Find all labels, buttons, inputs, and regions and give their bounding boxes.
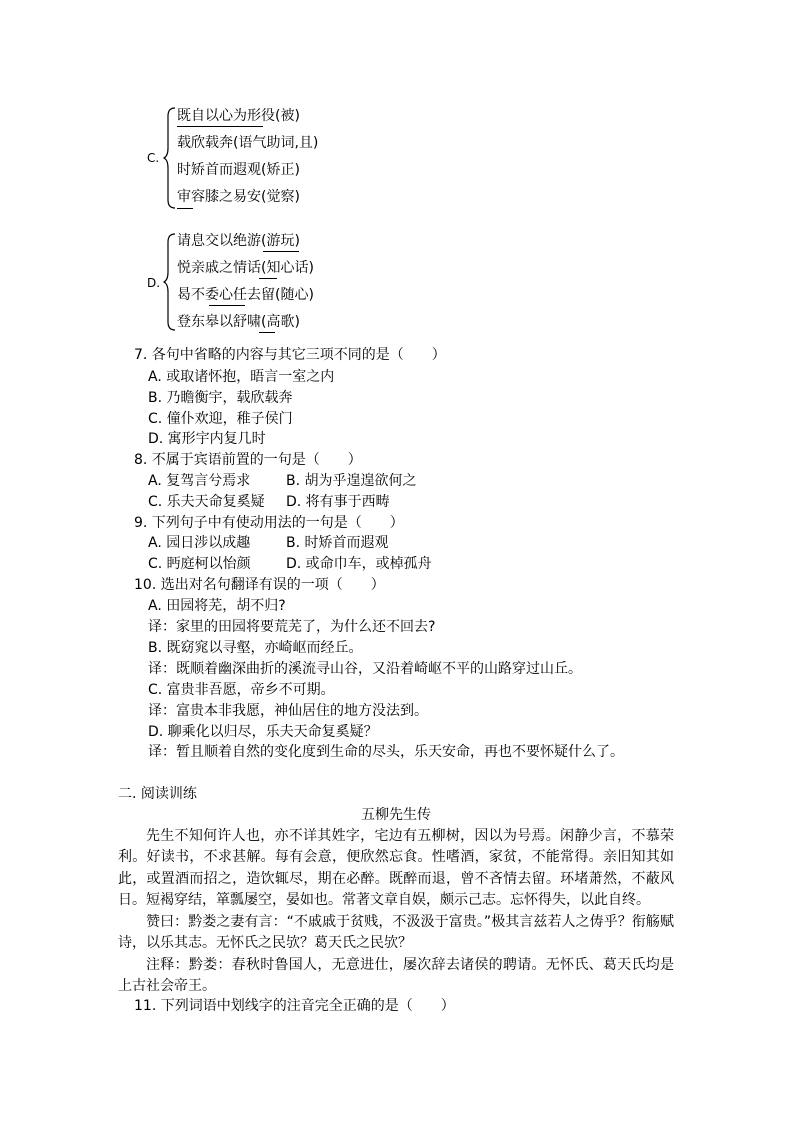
passage-paragraph-1: 先生不知何许人也，亦不详其姓字，宅边有五柳树，因以为号焉。闲静少言，不慕荣利。好读书，不求甚解。每有会意，便欣然忘食。性嗜酒，家贫，不能常得。亲旧知其如此，或置酒而招之，造饮辄尽，期在必醉。既醉而退，曾不吝情去留。环堵萧然，不蔽风日。短褐穿结，箪瓢屡空，晏如也。常著文章自娱，颇示己志。忘怀得失，以此自终。 (118, 828, 674, 909)
option-d-line-3-text: 曷不委心任去留(随心) (177, 287, 314, 303)
option-c-underline-mark (177, 126, 263, 127)
option-c-label: C. (147, 151, 160, 165)
option-c-line-3-text: 时矫首而遐观(矫正) (177, 162, 300, 178)
q10-line-8: 译：暂且顺着自然的变化度到生命的尽头，乐天安命，再也不要怀疑什么了。 (148, 744, 624, 760)
q10-line-2: 译：家里的田园将要荒芜了，为什么还不回去? (148, 619, 436, 635)
option-d-underline-mark-2 (259, 278, 277, 279)
q7-option-a: A. 或取诸怀抱，晤言一室之内 (148, 369, 335, 385)
passage-paragraph-3: 注释：黔娄：春秋时鲁国人，无意进仕，屡次辞去诸侯的聘请。无怀氏、葛天氏均是上古社会帝王。 (118, 957, 674, 995)
q7-option-c: C. 僮仆欢迎，稚子侯门 (148, 411, 293, 427)
q8-option-a: A. 复驾言兮焉求 (148, 473, 251, 489)
q8-stem: 8. 不属于宾语前置的一句是（ ） (134, 452, 362, 468)
q9-option-c: C. 眄庭柯以怡颜 (148, 556, 251, 572)
q8-option-c: C. 乐夫天命复奚疑 (148, 494, 265, 510)
q9-stem: 9. 下列句子中有使动用法的一句是（ ） (134, 515, 404, 531)
option-d-label: D. (147, 276, 161, 290)
option-d-line-2-text: 悦亲戚之情话(知心话) (177, 260, 314, 276)
passage-paragraph-2: 赞曰：黔娄之妻有言：“不戚戚于贫贱，不汲汲于富贵。”极其言兹若人之俦乎？衔觞赋诗，以乐其志。无怀氏之民欤？葛天氏之民欤？ (118, 914, 674, 952)
q11-stem: 11. 下列词语中划线字的注音完全正确的是（ ） (134, 998, 455, 1014)
q10-line-5: C. 富贵非吾愿，帝乡不可期。 (148, 682, 335, 698)
q10-line-1: A. 田园将芜，胡不归? (148, 598, 286, 614)
q7-option-b: B. 乃瞻衡宇，载欣载奔 (148, 390, 293, 406)
q9-option-a: A. 园日涉以成趣 (148, 535, 251, 551)
option-c-line-2-text: 载欣载奔(语气助词,且) (177, 135, 319, 151)
option-c-line-4 (177, 187, 300, 207)
option-c-line-1 (177, 106, 300, 126)
option-d-underline-mark-4 (259, 332, 275, 333)
option-c-line-1-text: 既自以心为形役(被) (177, 108, 300, 124)
option-d-line-4-text: 登东皋以舒啸(高歌) (177, 314, 300, 330)
option-d-line-3 (177, 285, 314, 305)
q7-option-d: D. 寓形宇内复几时 (148, 431, 266, 447)
option-c-line-4-text: 审容膝之易安(觉察) (177, 189, 300, 205)
q8-option-b: B. 胡为乎遑遑欲何之 (286, 473, 417, 489)
q10-line-4: 译：既顺着幽深曲折的溪流寻山谷，又沿着崎岖不平的山路穿过山丘。 (148, 661, 582, 677)
option-d-line-1 (177, 231, 300, 251)
section-heading: 二. 阅读训练 (118, 786, 197, 802)
option-c-line-3 (177, 160, 300, 180)
option-d-underline-mark-1 (263, 251, 299, 252)
option-d-underline-mark-3 (209, 305, 245, 306)
q9-option-d: D. 或命巾车，或棹孤舟 (286, 556, 432, 572)
q7-stem: 7. 各句中省略的内容与其它三项不同的是（ ） (134, 347, 446, 363)
option-d-line-4 (177, 312, 300, 332)
option-c-line-2 (177, 133, 318, 153)
option-d-line-1-text: 请息交以绝游(游玩) (177, 233, 300, 249)
q10-line-7: D. 聊乘化以归尽，乐夫天命复奚疑？ (148, 724, 378, 740)
option-c-underline-mark-2 (177, 208, 193, 209)
option-d-line-2 (177, 258, 314, 278)
q10-stem: 10. 选出对名句翻译有误的一项（ ） (134, 577, 385, 593)
q8-option-d: D. 将有事于西畴 (286, 494, 390, 510)
q9-option-b: B. 时矫首而遐观 (286, 535, 389, 551)
q10-line-6: 译：富贵本非我愿，神仙居住的地方没法到。 (148, 703, 428, 719)
passage-title: 五柳先生传 (361, 807, 431, 823)
q10-line-3: B. 既窈窕以寻壑，亦崎岖而经丘。 (148, 640, 363, 656)
